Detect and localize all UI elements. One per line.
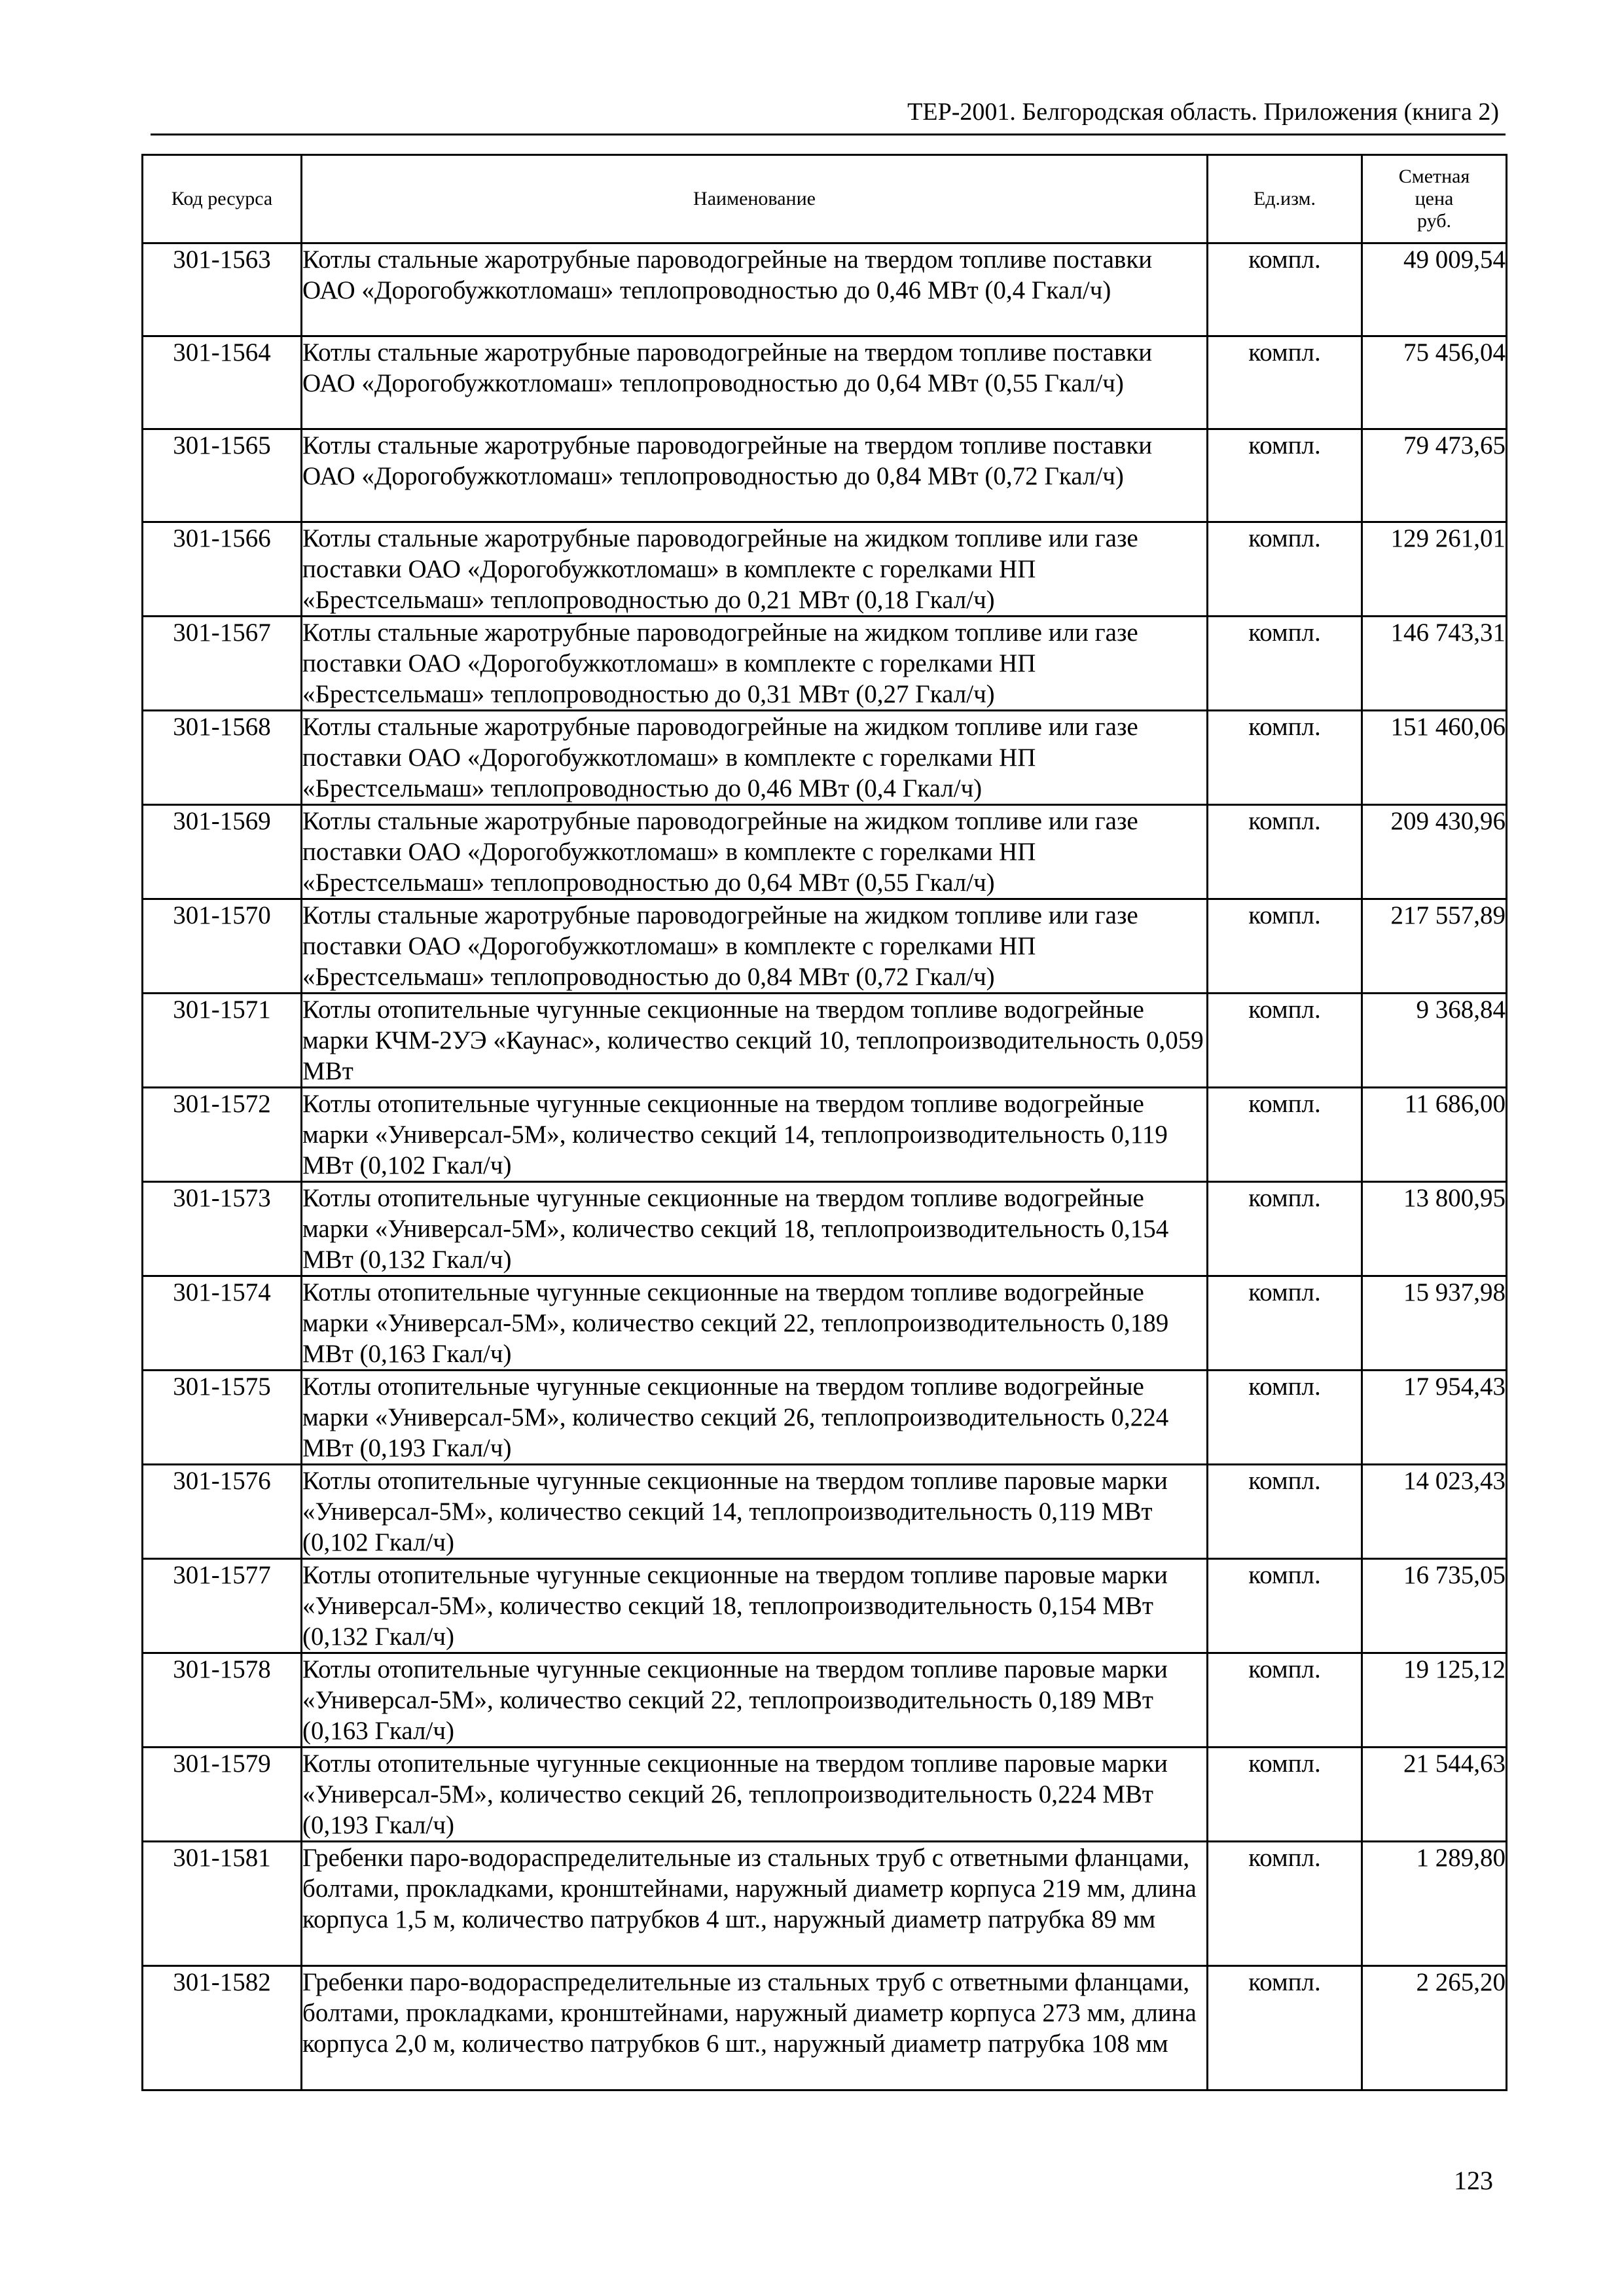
resource-unit: компл.	[1208, 1088, 1362, 1182]
resource-name: Котлы стальные жаротрубные пароводогрейные на твердом топливе поставки ОАО «Дорогобужкотломаш» теплопроводностью до 0,64 МВт (0,55 Гкал/ч)	[302, 336, 1208, 429]
resource-unit: компл.	[1208, 1371, 1362, 1465]
resource-name: Котлы стальные жаротрубные пароводогрейные на жидком топливе или газе поставки ОАО «Дорогобужкотломаш» в комплекте с горелками НП «Брестсельмаш» теплопроводностью до 0,21 МВт (0,18 Гкал/ч)	[302, 522, 1208, 617]
resource-price-table	[141, 154, 1507, 2091]
resource-price: 9 368,84	[1362, 994, 1507, 1088]
resource-name: Котлы стальные жаротрубные пароводогрейные на жидком топливе или газе поставки ОАО «Дорогобужкотломаш» в комплекте с горелками НП «Брестсельмаш» теплопроводностью до 0,64 МВт (0,55 Гкал/ч)	[302, 805, 1208, 899]
resource-name: Котлы стальные жаротрубные пароводогрейные на жидком топливе или газе поставки ОАО «Дорогобужкотломаш» в комплекте с горелками НП «Брестсельмаш» теплопроводностью до 0,84 МВт (0,72 Гкал/ч)	[302, 899, 1208, 994]
resource-unit: компл.	[1208, 336, 1362, 429]
resource-unit: компл.	[1208, 805, 1362, 899]
column-header-price	[1362, 155, 1507, 243]
table-row	[143, 1088, 1507, 1182]
resource-unit: компл.	[1208, 1559, 1362, 1653]
resource-price: 49 009,54	[1362, 243, 1507, 336]
resource-unit: компл.	[1208, 994, 1362, 1088]
table-row	[143, 1966, 1507, 2090]
resource-name: Гребенки паро-водораспределительные из стальных труб с ответными фланцами, болтами, прокладками, кронштейнами, наружный диаметр корпуса 273 мм, длина корпуса 2,0 м, количество патрубков 6 шт., наружный диаметр патрубка 108 мм	[302, 1966, 1208, 2090]
table-row	[143, 243, 1507, 336]
resource-code: 301-1570	[143, 899, 302, 994]
resource-unit: компл.	[1208, 1748, 1362, 1842]
resource-price: 209 430,96	[1362, 805, 1507, 899]
page-number: 123	[1454, 2166, 1493, 2195]
table-row	[143, 1748, 1507, 1842]
resource-code: 301-1571	[143, 994, 302, 1088]
resource-price: 21 544,63	[1362, 1748, 1507, 1842]
resource-price: 146 743,31	[1362, 617, 1507, 711]
table-row	[143, 1842, 1507, 1966]
table-row	[143, 899, 1507, 994]
resource-name: Гребенки паро-водораспределительные из стальных труб с ответными фланцами, болтами, прокладками, кронштейнами, наружный диаметр корпуса 219 мм, длина корпуса 1,5 м, количество патрубков 4 шт., наружный диаметр патрубка 89 мм	[302, 1842, 1208, 1966]
resource-code: 301-1573	[143, 1182, 302, 1276]
resource-name: Котлы отопительные чугунные секционные на твердом топливе водогрейные марки «Универсал-5М», количество секций 18, теплопроизводительность 0,154 МВт (0,132 Гкал/ч)	[302, 1182, 1208, 1276]
resource-unit: компл.	[1208, 899, 1362, 994]
resource-price: 2 265,20	[1362, 1966, 1507, 2090]
running-header	[151, 97, 1506, 135]
resource-code: 301-1581	[143, 1842, 302, 1966]
resource-price: 15 937,98	[1362, 1276, 1507, 1371]
resource-code: 301-1564	[143, 336, 302, 429]
resource-price: 13 800,95	[1362, 1182, 1507, 1276]
resource-price: 19 125,12	[1362, 1653, 1507, 1748]
table-row	[143, 1182, 1507, 1276]
resource-unit: компл.	[1208, 1966, 1362, 2090]
resource-unit: компл.	[1208, 1465, 1362, 1559]
resource-unit: компл.	[1208, 1842, 1362, 1966]
resource-unit: компл.	[1208, 1182, 1362, 1276]
resource-name: Котлы стальные жаротрубные пароводогрейные на жидком топливе или газе поставки ОАО «Дорогобужкотломаш» в комплекте с горелками НП «Брестсельмаш» теплопроводностью до 0,46 МВт (0,4 Гкал/ч)	[302, 711, 1208, 805]
table-row	[143, 994, 1507, 1088]
document-title: ТЕР-2001. Белгородская область. Приложения (книга 2)	[907, 98, 1499, 126]
resource-code: 301-1565	[143, 429, 302, 522]
resource-name: Котлы отопительные чугунные секционные на твердом топливе водогрейные марки КЧМ-2УЭ «Каунас», количество секций 10, теплопроизводительность 0,059 МВт	[302, 994, 1208, 1088]
table-row	[143, 336, 1507, 429]
table-row	[143, 522, 1507, 617]
resource-price: 16 735,05	[1362, 1559, 1507, 1653]
table-row	[143, 1465, 1507, 1559]
resource-code: 301-1575	[143, 1371, 302, 1465]
resource-code: 301-1582	[143, 1966, 302, 2090]
resource-code: 301-1576	[143, 1465, 302, 1559]
resource-price: 14 023,43	[1362, 1465, 1507, 1559]
resource-unit: компл.	[1208, 243, 1362, 336]
column-header-code: Код ресурса	[143, 155, 302, 243]
table-row	[143, 1653, 1507, 1748]
resource-name: Котлы отопительные чугунные секционные на твердом топливе паровые марки «Универсал-5М», количество секций 18, теплопроизводительность 0,154 МВт (0,132 Гкал/ч)	[302, 1559, 1208, 1653]
resource-code: 301-1579	[143, 1748, 302, 1842]
column-header-unit: Ед.изм.	[1208, 155, 1362, 243]
resource-name: Котлы отопительные чугунные секционные на твердом топливе паровые марки «Универсал-5М», количество секций 26, теплопроизводительность 0,224 МВт (0,193 Гкал/ч)	[302, 1748, 1208, 1842]
resource-name: Котлы стальные жаротрубные пароводогрейные на твердом топливе поставки ОАО «Дорогобужкотломаш» теплопроводностью до 0,46 МВт (0,4 Гкал/ч)	[302, 243, 1208, 336]
resource-code: 301-1569	[143, 805, 302, 899]
resource-name: Котлы отопительные чугунные секционные на твердом топливе паровые марки «Универсал-5М», количество секций 22, теплопроизводительность 0,189 МВт (0,163 Гкал/ч)	[302, 1653, 1208, 1748]
table-row	[143, 429, 1507, 522]
table-row	[143, 1276, 1507, 1371]
resource-code: 301-1578	[143, 1653, 302, 1748]
resource-unit: компл.	[1208, 429, 1362, 522]
table-row	[143, 617, 1507, 711]
resource-name: Котлы отопительные чугунные секционные на твердом топливе водогрейные марки «Универсал-5М», количество секций 14, теплопроизводительность 0,119 МВт (0,102 Гкал/ч)	[302, 1088, 1208, 1182]
resource-unit: компл.	[1208, 711, 1362, 805]
table-row	[143, 1371, 1507, 1465]
resource-name: Котлы отопительные чугунные секционные на твердом топливе паровые марки «Универсал-5М», количество секций 14, теплопроизводительность 0,119 МВт (0,102 Гкал/ч)	[302, 1465, 1208, 1559]
resource-code: 301-1572	[143, 1088, 302, 1182]
resource-price: 79 473,65	[1362, 429, 1507, 522]
resource-code: 301-1567	[143, 617, 302, 711]
resource-price: 11 686,00	[1362, 1088, 1507, 1182]
resource-price: 75 456,04	[1362, 336, 1507, 429]
column-header-name: Наименование	[302, 155, 1208, 243]
table-body	[143, 243, 1507, 2090]
table-header-row	[143, 155, 1507, 243]
resource-name: Котлы стальные жаротрубные пароводогрейные на твердом топливе поставки ОАО «Дорогобужкотломаш» теплопроводностью до 0,84 МВт (0,72 Гкал/ч)	[302, 429, 1208, 522]
resource-price: 151 460,06	[1362, 711, 1507, 805]
resource-unit: компл.	[1208, 617, 1362, 711]
resource-code: 301-1568	[143, 711, 302, 805]
resource-code: 301-1566	[143, 522, 302, 617]
column-header-price-label: Сметная цена руб.	[1398, 166, 1470, 232]
resource-unit: компл.	[1208, 1653, 1362, 1748]
resource-code: 301-1577	[143, 1559, 302, 1653]
resource-name: Котлы отопительные чугунные секционные на твердом топливе водогрейные марки «Универсал-5М», количество секций 26, теплопроизводительность 0,224 МВт (0,193 Гкал/ч)	[302, 1371, 1208, 1465]
resource-price: 217 557,89	[1362, 899, 1507, 994]
resource-name: Котлы стальные жаротрубные пароводогрейные на жидком топливе или газе поставки ОАО «Дорогобужкотломаш» в комплекте с горелками НП «Брестсельмаш» теплопроводностью до 0,31 МВт (0,27 Гкал/ч)	[302, 617, 1208, 711]
resource-code: 301-1574	[143, 1276, 302, 1371]
resource-price: 1 289,80	[1362, 1842, 1507, 1966]
table-row	[143, 711, 1507, 805]
resource-unit: компл.	[1208, 1276, 1362, 1371]
table-row	[143, 805, 1507, 899]
resource-price: 17 954,43	[1362, 1371, 1507, 1465]
resource-unit: компл.	[1208, 522, 1362, 617]
resource-price: 129 261,01	[1362, 522, 1507, 617]
resource-name: Котлы отопительные чугунные секционные на твердом топливе водогрейные марки «Универсал-5М», количество секций 22, теплопроизводительность 0,189 МВт (0,163 Гкал/ч)	[302, 1276, 1208, 1371]
table-row	[143, 1559, 1507, 1653]
resource-code: 301-1563	[143, 243, 302, 336]
